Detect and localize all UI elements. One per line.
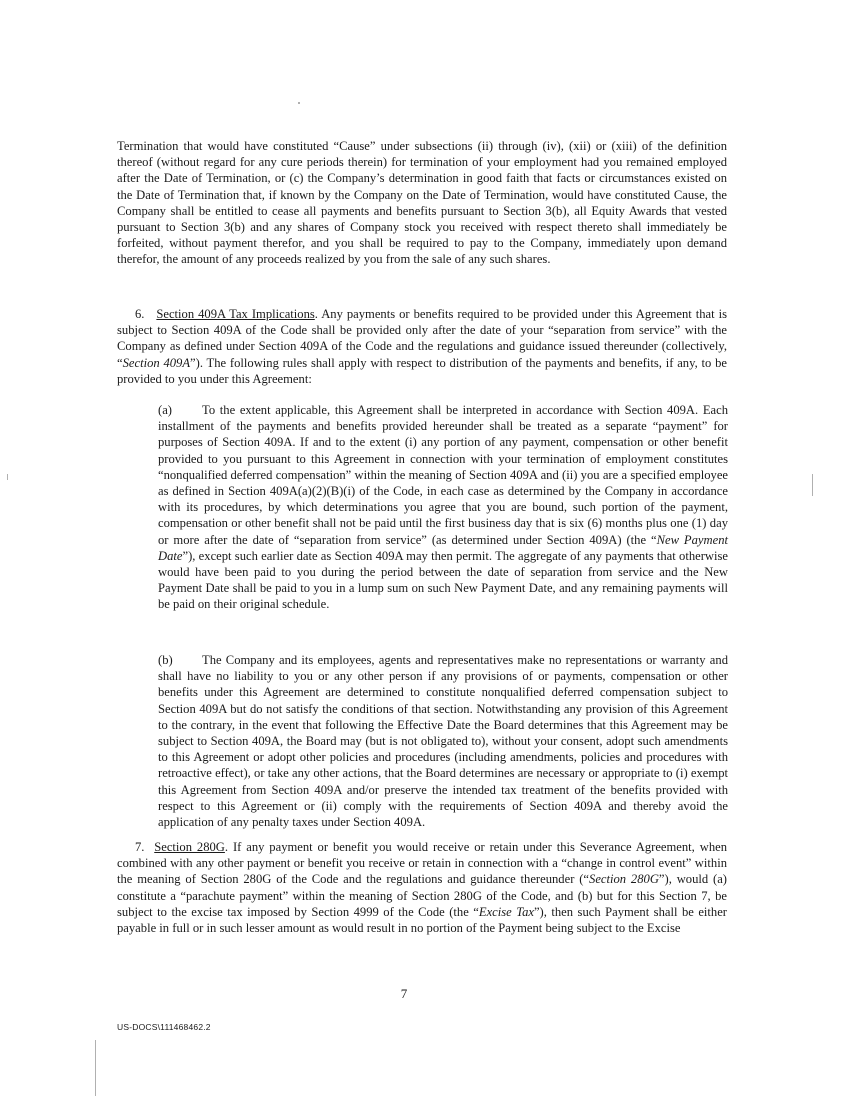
section-6-defined-term: Section 409A — [122, 355, 191, 370]
section-6-paragraph — [117, 306, 727, 387]
section-7-text-2: ”), would (a) constitute a “parachute payment” within the meaning of Section 280G of the Code, and (b) but for this Section 7, be subject to the excise tax imposed by Section 4999 of the Code (the “ — [117, 872, 727, 919]
section-7-text-1: . If any payment or benefit you would receive or retain under this Severance Agreement, when combined with any other payment or benefit you receive or retain in connection with a “change in control event” within the meaning of Section 280G of the Code and the regulations and guidance thereunder (“ — [117, 840, 728, 887]
section-6a-text-after-term: ”), except such earlier date as Section 409A may then permit. The aggregate of any payments that otherwise would have been paid to you during the period between the date of separation from service and the New Payment Date shall be paid to you in a lump sum on such New Payment Date, and any remaining payments will be paid on their original schedule. — [158, 548, 728, 612]
section-7-number: 7. — [135, 840, 145, 854]
section-6-text-before-term: . Any payments or benefits required to be provided under this Agreement that is subject to Section 409A of the Code shall be provided only after the date of your “separation from service” with the Company as defined under Section 409A of the Code and the regulations and guidance issued thereunder (collectively, “ — [117, 307, 727, 370]
section-7-defined-term-2: Excise Tax — [478, 904, 534, 919]
scan-speck — [95, 1040, 96, 1096]
section-6a-paragraph — [158, 402, 728, 613]
section-6b-paragraph — [158, 652, 728, 830]
section-6a-defined-term: New Payment Date — [158, 532, 728, 563]
section-6-number: 6. — [135, 307, 145, 321]
section-7-text-3: ”), then such Payment shall be either payable in full or in such lesser amount as would result in no portion of the Payment being subject to the Excise — [117, 904, 727, 936]
section-7-defined-term-1: Section 280G — [589, 872, 659, 887]
section-7-heading: Section 280G — [154, 840, 225, 854]
section-6b-text: The Company and its employees, agents and representatives make no representations or warranty and shall have no liability to you or any other person if any provisions of or payments, compensation or other benefits under this Agreement are determined to constitute nonqualified deferred compensation subject to Section 409A but do not satisfy the conditions of that section. Notwithstanding any provision of this Agreement to the contrary, in the event that following the Effective Date the Board determines that this Agreement may be subject to Section 409A, the Board may (but is not obligated to), without your consent, adopt such amendments to this Agreement or adopt other policies and procedures (including amendments, policies and procedures with retroactive effect), or take any other actions, that the Board determines are necessary or appropriate to (i) exempt this Agreement from Section 409A and/or preserve the intended tax treatment of the benefits provided with respect to this Agreement or (ii) comply with the requirements of Section 409A and thereby avoid the application of any penalty taxes under Section 409A. — [158, 653, 728, 830]
section-6-heading: Section 409A Tax Implications — [156, 307, 315, 321]
section-6a-text-before-term: To the extent applicable, this Agreement shall be interpreted in accordance with Section 409A. Each installment of the payments and benefits provided hereunder shall be treated as a separate “payment” for purposes of Section 409A. If and to the extent (i) any portion of any payment, compensation or other benefit provided to you pursuant to this Agreement in connection with your termination of employment constitutes “nonqualified deferred compensation” within the meaning of Section 409A and (ii) you are a specified employee as defined in Section 409A(a)(2)(B)(i) of the Code, in each case as determined by the Company in accordance with its procedures, by which determinations you agree that you are bound, such portion of the payment, compensation or other benefit shall not be paid until the first business day that is six (6) months plus one (1) day or more after the date of “separation from service” (as determined under Section 409A) (the “ — [158, 403, 728, 547]
document-id: US-DOCS\111468462.2 — [117, 1022, 211, 1032]
scan-speck — [812, 474, 813, 496]
paragraph-continuation: Termination that would have constituted “Cause” under subsections (ii) through (iv), (xii) or (xiii) of the definition thereof (without regard for any cure periods therein) for termination of your employment had you remained employed after the Date of Termination, or (c) the Company’s determination in good faith that facts or circumstances existed on the Date of Termination that, if known by the Company on the Date of Termination, would have constituted Cause, the Company shall be entitled to cease all payments and benefits pursuant to Section 3(b), all Equity Awards that vested pursuant to Section 3(b) and any shares of Company stock you received with respect thereto shall immediately be forfeited, without payment therefor, and you shall be required to pay to the Company, immediately upon demand therefor, the amount of any proceeds realized by you from the sale of any such shares. — [117, 139, 727, 267]
page-number: 7 — [400, 986, 408, 1001]
scan-speck — [7, 474, 8, 480]
section-6a-label: (a) — [158, 403, 172, 417]
section-6-text-after-term: ”). The following rules shall apply with respect to distribution of the payments and benefits, if any, to be provided to you under this Agreement: — [117, 355, 727, 386]
section-7-paragraph — [117, 839, 727, 936]
scan-speck — [298, 102, 300, 104]
section-6b-label: (b) — [158, 653, 173, 667]
